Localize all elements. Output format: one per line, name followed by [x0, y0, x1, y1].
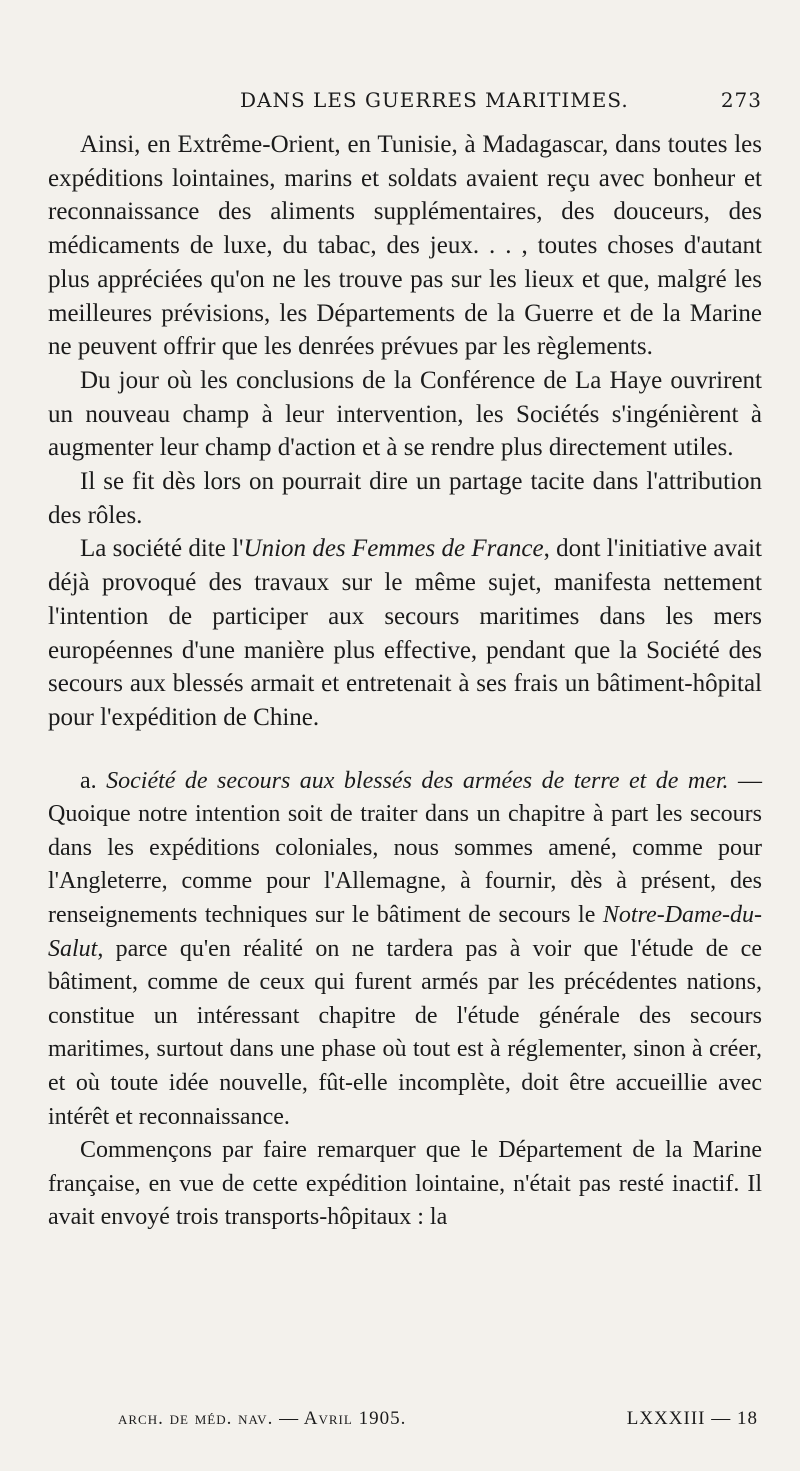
paragraph-1: Ainsi, en Extrême-Orient, en Tunisie, à Madagascar, dans toutes les expéditions lointaines, marins et soldats avaient reçu avec bonheur et reconnaissance des aliments supplémentaires, des douceurs, des médicaments de luxe, du tabac, des jeux. . . , toutes choses d'autant plus appréciées qu'on ne les trouve pas sur les lieux et que, malgré les meilleures prévisions, les Départements de la Guerre et de la Marine ne peuvent offrir que les denrées prévues par les règlements.	[48, 131, 762, 361]
section-text-b: , parce qu'en réalité on ne tardera pas à voir que l'étude de ce bâtiment, comme de ceux qui furent armés par les précédentes nations, constitue un intéressant chapitre de l'étude générale des secours maritimes, surtout dans une phase où tout est à réglementer, sinon à créer, et où toute idée nouvelle, fût-elle incomplète, doit être accueillie avec intérêt et reconnaissance.	[48, 935, 762, 1130]
section-text-a: — Quoique notre intention soit de traiter dans un chapitre à part les secours dans les expéditions coloniales, nous sommes amené, comme pour l'Angleterre, comme pour l'Allemagne, à fournir, dès à présent, des renseignements techniques sur le bâtiment de secours le	[48, 767, 762, 929]
footer-journal: arch. de méd. nav. — Avril 1905.	[118, 1408, 407, 1429]
paragraph-4-text-a: La société dite l'	[80, 535, 244, 563]
footer-signature: LXXXIII — 18	[626, 1408, 758, 1429]
paragraph-4	[48, 532, 762, 734]
section-title: Société de secours aux blessés des armées de terre et de mer.	[106, 767, 729, 794]
ship-name: Notre-Dame-du-Salut	[48, 902, 762, 962]
running-title: DANS LES GUERRES MARITIMES.	[240, 88, 629, 112]
society-name: Union des Femmes de France	[243, 535, 544, 563]
paragraph-4-text-b: , dont l'initiative avait déjà provoqué des travaux sur le même sujet, manifesta nettement l'intention de participer aux secours maritimes dans les mers européennes d'une manière plus effective, pendant que la Société des secours aux blessés armait et entretenait à ses frais un bâtiment-hôpital pour l'expédition de Chine.	[48, 535, 762, 731]
section-label: a.	[80, 767, 97, 794]
paragraph-3: Il se fit dès lors on pourrait dire un partage tacite dans l'attribution des rôles.	[48, 468, 762, 529]
page-number: 273	[720, 88, 762, 112]
body-text	[48, 128, 762, 1235]
section-a-paragraph	[48, 765, 762, 1135]
paragraph-6: Commençons par faire remarquer que le Département de la Marine française, en vue de cette expédition lointaine, n'était pas resté inactif. Il avait envoyé trois transports-hôpitaux : la	[48, 1137, 762, 1231]
paragraph-2: Du jour où les conclusions de la Conférence de La Haye ouvrirent un nouveau champ à leur intervention, les Sociétés s'ingénièrent à augmenter leur champ d'action et à se rendre plus directement utiles.	[48, 366, 762, 462]
